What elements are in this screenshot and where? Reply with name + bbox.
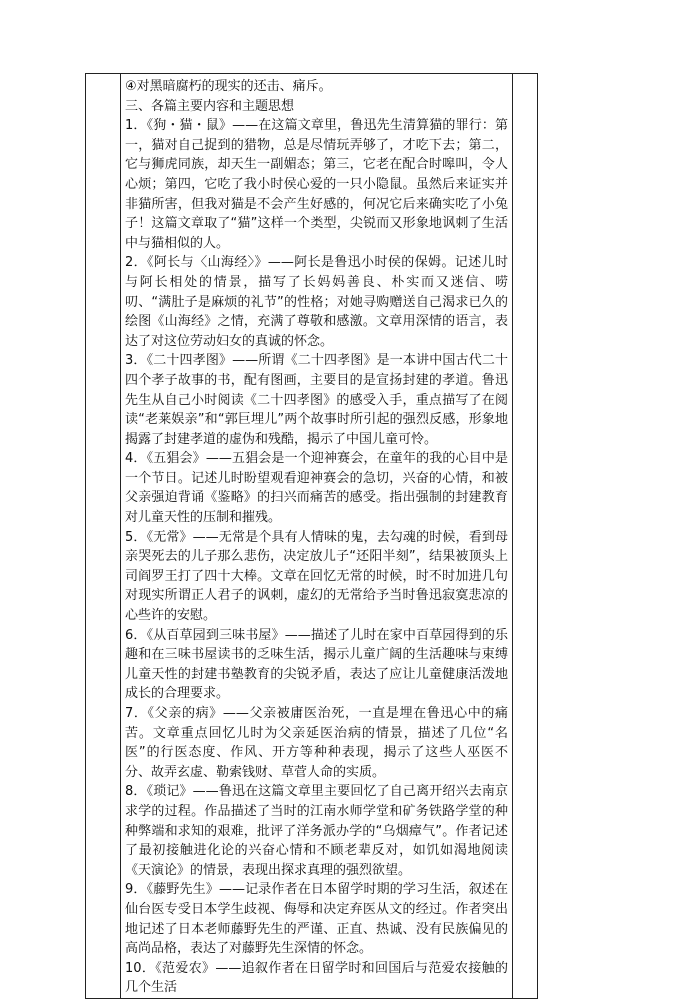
- paragraph-1: 1．《狗・猫・鼠》——在这篇文章里，鲁迅先生清算猫的罪行：第一，猫对自己捉到的猎物，总是尽情玩弄够了，才吃下去；第二，它与狮虎同族，却天生一副媚态；第三，它老在配合时嗥叫，令人心烦；第四，它吃了我小时侯心爱的一只小隐鼠。虽然后来证实并非猫所害，但我对猫是不会产生好感的，何况它后来确实吃了小兔子！这篇文章取了“猫”这样一个类型，尖锐而又形象地讽刺了生活中与猫相似的人。: [125, 118, 508, 251]
- paragraph-9: 9．《藤野先生》——记录作者在日本留学时期的学习生活，叙述在仙台医专受日本学生歧视、侮辱和决定弃医从文的经过。作者突出地记述了日本老师藤野先生的严谨、正直、热诚、没有民族偏见的高尚品格，表达了对藤野先生深情的怀念。: [125, 882, 508, 957]
- paragraph-10: 10．《范爱农》——追叙作者在日留学时和回国后与范爱农接触的几个生活: [125, 960, 508, 996]
- paragraph-2: 2．《阿长与〈山海经〉》——阿长是鲁迅小时侯的保姆。记述儿时与阿长相处的情景，描写了长妈妈善良、朴实而又迷信、唠叨、“满肚子是麻烦的礼节”的性格；对她寻购赠送自己渴求已久的绘图《山海经》之情，充满了尊敬和感激。文章用深情的语言，表达了对这位劳动妇女的真诚的怀念。: [125, 255, 508, 349]
- paragraph-8: 8．《琐记》——鲁迅在这篇文章里主要回忆了自己离开绍兴去南京求学的过程。作品描述了当时的江南水师学堂和矿务铁路学堂的种种弊端和求知的艰难，批评了洋务派办学的“乌烟瘴气”。作者记述了最初接触进化论的兴奋心情和不顾老辈反对，如饥如渴地阅读《天演论》的情景，表现出探求真理的强烈欲望。: [125, 784, 508, 878]
- section-heading: 三、各篇主要内容和主题思想: [125, 98, 295, 114]
- paragraph-point-4: ④对黑暗腐朽的现实的还击、痛斥。: [125, 79, 332, 94]
- paragraph-7: 7．《父亲的病》——父亲被庸医治死，一直是埋在鲁迅心中的痛苦。文章重点回忆儿时为父亲延医治病的情景，描述了几位“名医”的行医态度、作风、开方等种种表现，揭示了这些人巫医不分、故弄玄虚、勒索钱财、草菅人命的实质。: [125, 706, 508, 780]
- paragraph-6: 6．《从百草园到三味书屋》——描述了儿时在家中百草园得到的乐趣和在三味书屋读书的乏味生活，揭示儿童广阔的生活趣味与束缚儿童天性的封建书塾教育的尖锐矛盾，表达了应让儿童健康活泼地成长的合理要求。: [125, 627, 508, 702]
- left-blank-cell: [86, 74, 121, 999]
- document-table: [85, 73, 538, 999]
- content-text: [121, 74, 512, 998]
- right-blank-cell: [513, 74, 538, 999]
- content-cell: [121, 74, 513, 999]
- paragraph-5: 5．《无常》——无常是个具有人情味的鬼，去勾魂的时候，看到母亲哭死去的儿子那么悲伤，决定放儿子“还阳半刻”，结果被顶头上司阎罗王打了四十大棒。文章在回忆无常的时候，时不时加进几句对现实所谓正人君子的讽刺，虚幻的无常给予当时鲁迅寂寞悲凉的心些许的安慰。: [125, 529, 508, 624]
- paragraph-4: 4．《五猖会》——五猖会是一个迎神赛会，在童年的我的心目中是一个节日。记述儿时盼望观看迎神赛会的急切，兴奋的心情，和被父亲强迫背诵《鉴略》的扫兴而痛苦的感受。指出强制的封建教育对儿童天性的压制和摧残。: [125, 451, 508, 526]
- paragraph-3: 3．《二十四孝图》——所谓《二十四孝图》是一本讲中国古代二十四个孝子故事的书，配有图画，主要目的是宣扬封建的孝道。鲁迅先生从自己小时阅读《二十四孝图》的感受入手，重点描写了在阅读“老莱娱亲”和“郭巨埋儿”两个故事时所引起的强烈反感，形象地揭露了封建孝道的虚伪和残酷，揭示了中国儿童可怜。: [125, 353, 508, 447]
